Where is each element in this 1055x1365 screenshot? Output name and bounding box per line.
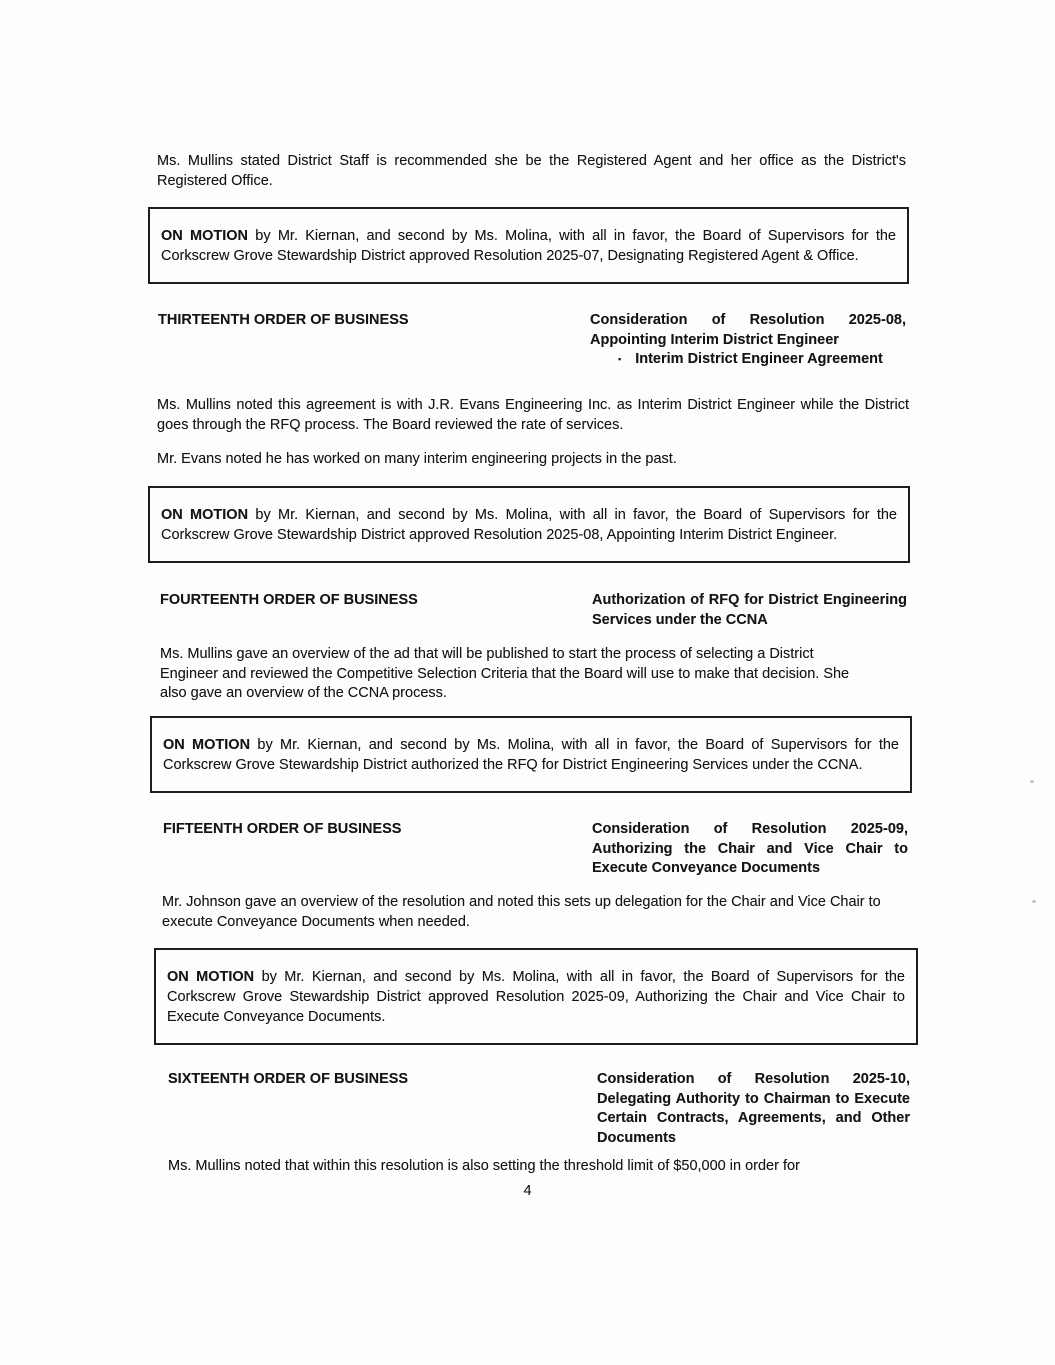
section-heading-thirteenth: THIRTEENTH ORDER OF BUSINESS	[158, 312, 409, 328]
motion-label: ON MOTION	[167, 969, 255, 985]
section-heading-fourteenth: FOURTEENTH ORDER OF BUSINESS	[160, 592, 418, 608]
paragraph-conveyance-overview: Mr. Johnson gave an overview of the resolution and noted this sets up delegation for the Chair and Vice Chair to execute Conveyance Documents when needed.	[162, 894, 881, 930]
motion-box-resolution-2025-07	[148, 207, 909, 284]
motion-text: ON MOTION by Mr. Kiernan, and second by Ms. Molina, with all in favor, the Board of Supervisors for the Corkscrew Grove Stewardship District approved Resolution 2025-07, Designating Registered Agent & Office.	[161, 228, 896, 264]
motion-text: ON MOTION by Mr. Kiernan, and second by Ms. Molina, with all in favor, the Board of Supervisors for the Corkscrew Grove Stewardship District approved Resolution 2025-09, Authorizing the Chair and Vice Chair to Execute Conveyance Documents.	[167, 969, 905, 1025]
paragraph-threshold-limit: Ms. Mullins noted that within this resolution is also setting the threshold limit of $50,000 in order for	[168, 1158, 800, 1174]
scan-speck	[1032, 900, 1036, 903]
section-subject-fourteenth: Authorization of RFQ for District Engineering Services under the CCNA	[592, 592, 907, 628]
motion-label: ON MOTION	[161, 507, 249, 523]
motion-label: ON MOTION	[161, 228, 248, 244]
motion-text: ON MOTION by Mr. Kiernan, and second by Ms. Molina, with all in favor, the Board of Supervisors for the Corkscrew Grove Stewardship District authorized the RFQ for District Engineering Services under the CCNA.	[163, 737, 899, 773]
motion-box-resolution-2025-09	[154, 948, 918, 1045]
section-subject-fifteenth: Consideration of Resolution 2025-09, Authorizing the Chair and Vice Chair to Execute Conveyance Documents	[592, 821, 908, 876]
section-subject-thirteenth	[590, 311, 906, 370]
paragraph-rfq-overview: Ms. Mullins gave an overview of the ad that will be published to start the process of selecting a District Engineer and reviewed the Competitive Selection Criteria that the Board will use to make that decision. She also gave an overview of the CCNA process.	[160, 646, 850, 701]
subject-bullet-label: Interim District Engineer Agreement	[635, 351, 883, 367]
motion-text: ON MOTION by Mr. Kiernan, and second by Ms. Molina, with all in favor, the Board of Supervisors for the Corkscrew Grove Stewardship District approved Resolution 2025-08, Appointing Interim District Engineer.	[161, 507, 897, 543]
page-number: 4	[523, 1183, 532, 1199]
section-subject-sixteenth: Consideration of Resolution 2025-10, Delegating Authority to Chairman to Execute Certain Contracts, Agreements, and Other Documents	[597, 1071, 910, 1146]
paragraph-evans-experience: Mr. Evans noted he has worked on many interim engineering projects in the past.	[157, 451, 677, 467]
bullet-icon: ▪	[618, 354, 622, 364]
section-subject-text: Consideration of Resolution 2025-08, Appointing Interim District Engineer	[590, 312, 906, 348]
intro-paragraph: Ms. Mullins stated District Staff is recommended she be the Registered Agent and her office as the District's Registered Office.	[157, 153, 906, 189]
scan-speck	[1030, 780, 1034, 783]
section-heading-fifteenth: FIFTEENTH ORDER OF BUSINESS	[163, 821, 402, 837]
motion-label: ON MOTION	[163, 737, 251, 753]
motion-box-resolution-2025-08	[148, 486, 910, 563]
paragraph-interim-engineer: Ms. Mullins noted this agreement is with J.R. Evans Engineering Inc. as Interim District Engineer while the District goes through the RFQ process. The Board reviewed the rate of services.	[157, 397, 909, 433]
motion-box-rfq-ccna	[150, 716, 912, 793]
section-heading-sixteenth: SIXTEENTH ORDER OF BUSINESS	[168, 1071, 409, 1087]
subject-bullet-row	[590, 350, 906, 370]
